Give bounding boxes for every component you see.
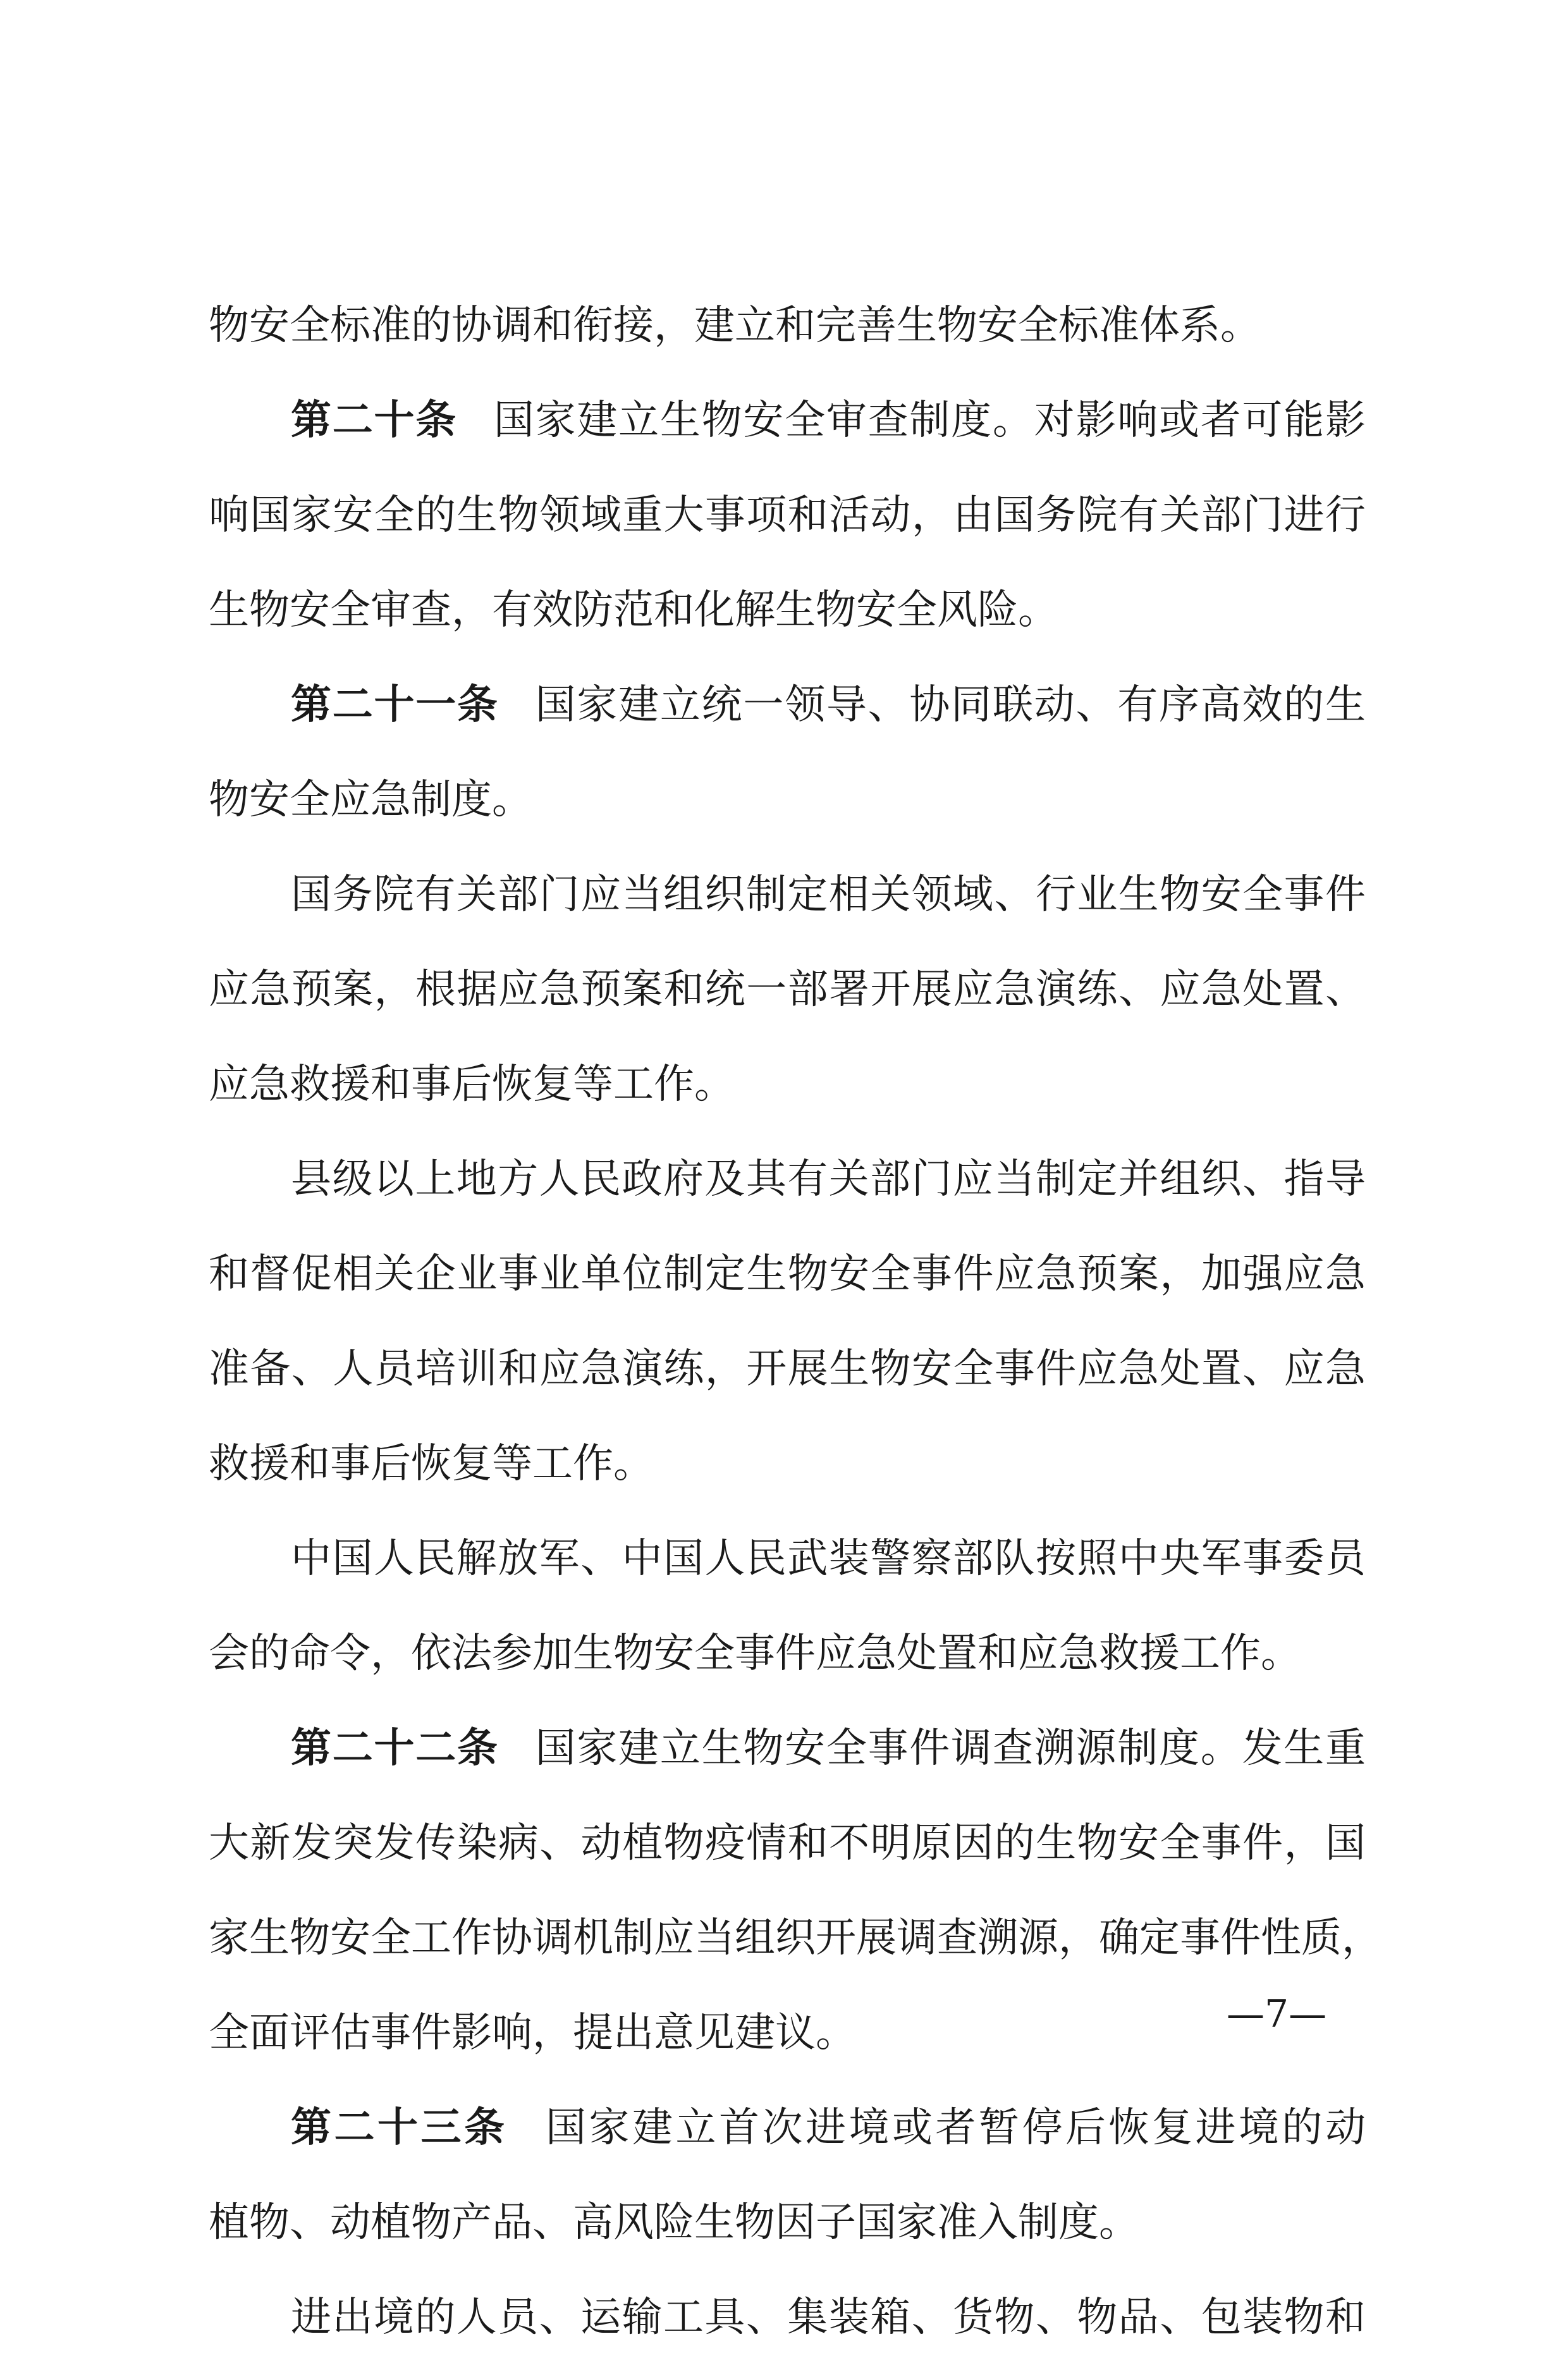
paragraph-line: 中国人民解放军、中国人民武装警察部队按照中央军事委员	[291, 1535, 1366, 1582]
paragraph-line: 物安全标准的协调和衔接，建立和完善生物安全标准体系。	[209, 302, 1261, 349]
page-number: —7—	[1227, 1992, 1327, 2036]
article-number: 第二十三条	[291, 2104, 508, 2151]
paragraph-line: 应急救援和事后恢复等工作。	[209, 1061, 735, 1108]
paragraph-line: 生物安全审查，有效防范和化解生物安全风险。	[209, 587, 1058, 634]
paragraph-line: 会的命令，依法参加生物安全事件应急处置和应急救援工作。	[209, 1630, 1301, 1677]
paragraph-line: 救援和事后恢复等工作。	[209, 1440, 654, 1487]
paragraph-line: 应急预案，根据应急预案和统一部署开展应急演练、应急处置、	[209, 966, 1366, 1013]
article-20-line: 第二十条 国家建立生物安全审查制度。对影响或者可能影	[291, 397, 1366, 444]
paragraph-line: 全面评估事件影响，提出意见建议。	[209, 2010, 856, 2056]
paragraph-line: 物安全应急制度。	[209, 777, 532, 823]
article-21-line: 第二十一条 国家建立统一领导、协同联动、有序高效的生	[291, 682, 1366, 728]
paragraph-line: 家生物安全工作协调机制应当组织开展调查溯源，确定事件性质，	[209, 1915, 1382, 1962]
paragraph-line: 植物、动植物产品、高风险生物因子国家准入制度。	[209, 2199, 1139, 2246]
paragraph-line: 大新发突发传染病、动植物疫情和不明原因的生物安全事件，国	[209, 1820, 1366, 1867]
paragraph-line: 和督促相关企业事业单位制定生物安全事件应急预案，加强应急	[209, 1251, 1366, 1298]
article-number: 第二十一条	[291, 682, 499, 728]
paragraph-line: 进出境的人员、运输工具、集装箱、货物、物品、包装物和	[291, 2294, 1366, 2341]
paragraph-line: 响国家安全的生物领域重大事项和活动，由国务院有关部门进行	[209, 492, 1366, 539]
article-number: 第二十条	[291, 397, 458, 444]
article-number: 第二十二条	[291, 1725, 499, 1772]
article-23-line: 第二十三条 国家建立首次进境或者暂停后恢复进境的动	[291, 2104, 1366, 2151]
article-22-line: 第二十二条 国家建立生物安全事件调查溯源制度。发生重	[291, 1725, 1366, 1772]
paragraph-line: 国务院有关部门应当组织制定相关领域、行业生物安全事件	[291, 871, 1366, 918]
paragraph-line: 县级以上地方人民政府及其有关部门应当制定并组织、指导	[291, 1156, 1366, 1203]
paragraph-line: 准备、人员培训和应急演练，开展生物安全事件应急处置、应急	[209, 1346, 1366, 1392]
